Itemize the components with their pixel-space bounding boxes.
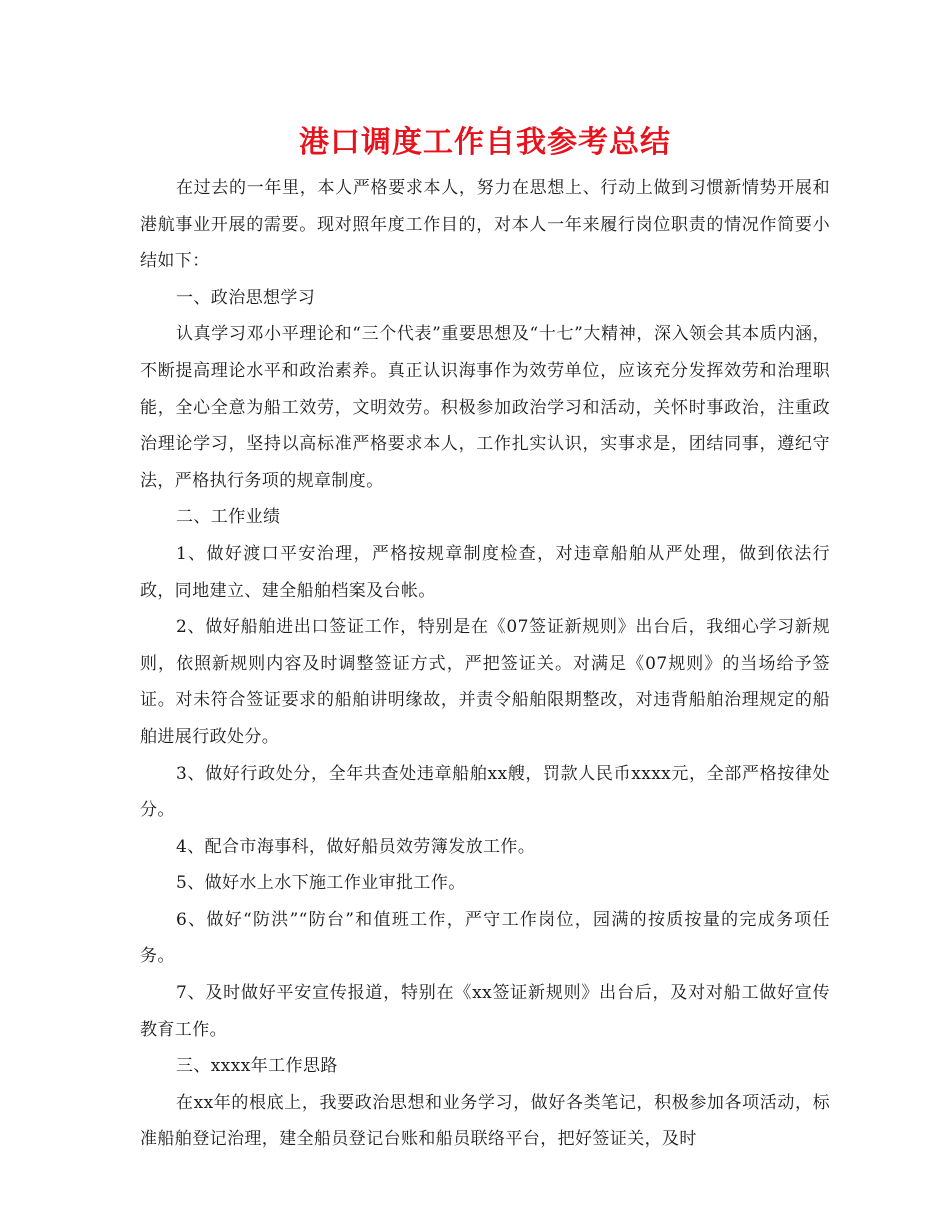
paragraph-work-plan: 在xx年的根底上，我要政治思想和业务学习，做好各类笔记，积极参加各项活动，标准船舶登记治理，建全船员登记台账和船员联络平台，把好签证关，及时 [140, 1092, 830, 1150]
list-item-achievement-7: 7、及时做好平安宣传报道，特别在《xx签证新规则》出台后，及对对船工做好宣传教育工作。 [140, 983, 830, 1040]
section-heading-political-study: 一、政治思想学习 [176, 287, 316, 308]
paragraph-intro: 在过去的一年里，本人严格要求本人，努力在思想上、行动上做到习惯新情势开展和港航事业开展的需要。现对照年度工作目的，对本人一年来履行岗位职责的情况作简要小结如下： [140, 178, 830, 272]
paragraph-political-study: 认真学习邓小平理论和“三个代表”重要思想及“十七”大精神，深入领会其本质内涵，不断提高理论水平和政治素养。真正认识海事作为效劳单位，应该充分发挥效劳和治理职能，全心全意为船工效劳，文明效劳。积极参加政治学习和活动，关怀时事政治，注重政治理论学习，坚持以高标准严格要求本人，工作扎实认识，实事求是，团结同事，遵纪守法，严格执行务项的规章制度。 [140, 324, 830, 491]
list-item-achievement-5: 5、做好水上水下施工作业审批工作。 [176, 873, 466, 894]
list-item-achievement-3: 3、做好行政处分，全年共查处违章船舶xx艘，罚款人民币xxxx元，全部严格按律处分。 [140, 763, 830, 821]
list-item-achievement-2: 2、做好船舶进出口签证工作，特别是在《07签证新规则》出台后，我细心学习新规则，依照新规则内容及时调整签证方式，严把签证关。对满足《07规则》的当场给予签证。对未符合签证要求的船舶讲明缘故，并责令船舶限期整改，对违背船舶治理规定的船舶进展行政处分。 [140, 617, 830, 747]
list-item-achievement-6: 6、做好“防洪”“防台”和值班工作，严守工作岗位，园满的按质按量的完成务项任务。 [140, 909, 830, 967]
section-heading-work-plan: 三、xxxx年工作思路 [176, 1056, 338, 1077]
document-page [140, 120, 830, 1158]
document-title: 港口调度工作自我参考总结 [299, 125, 671, 160]
section-heading-work-achievements: 二、工作业绩 [176, 507, 281, 528]
list-item-achievement-4: 4、配合市海事科，做好船员效劳簿发放工作。 [176, 836, 536, 857]
list-item-achievement-1: 1、做好渡口平安治理，严格按规章制度检查，对违章船舶从严处理，做到依法行政，同地建立、建全船舶档案及台帐。 [140, 543, 830, 601]
